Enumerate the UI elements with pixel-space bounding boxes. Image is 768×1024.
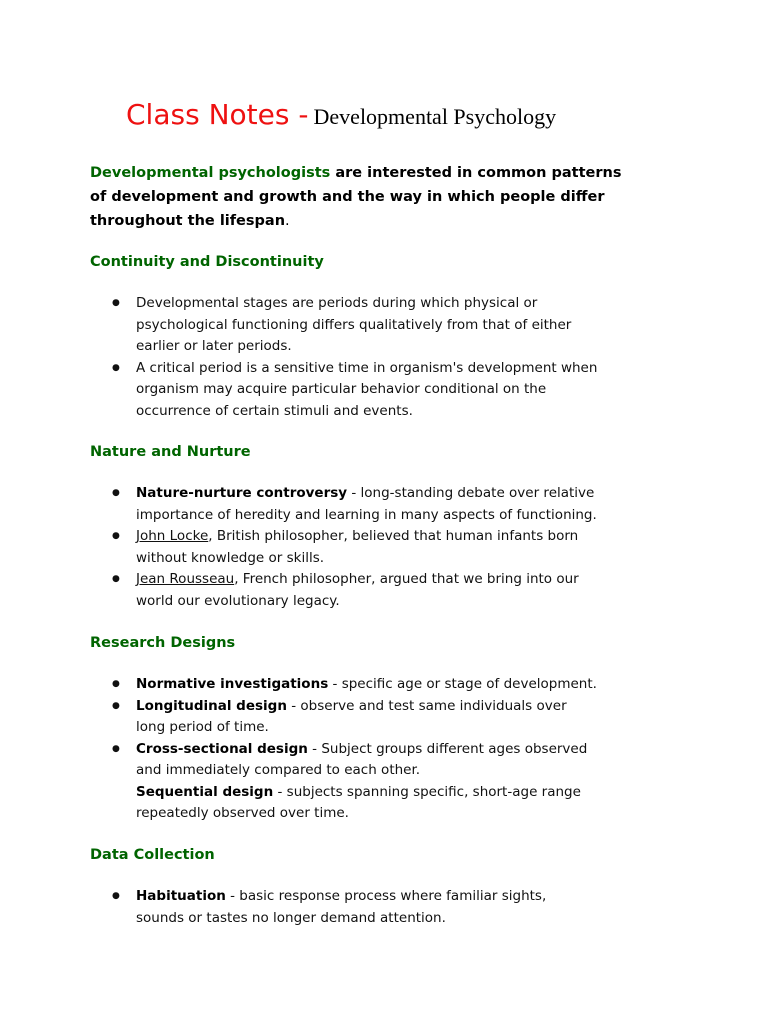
item-text: - Subject groups different ages observed and immediately compared to each other. <box>136 740 588 778</box>
item-text: - long-standing debate over relative importance of heredity and learning in many aspects of functioning. <box>136 485 597 523</box>
item-text: Developmental stages are periods during which physical or psychological functioning differs qualitatively from that of either earlier or later periods. <box>136 295 572 354</box>
jean-rousseau-link[interactable]: Jean Rousseau <box>136 571 235 587</box>
list-item <box>108 293 598 358</box>
section-heading-research: Research Designs <box>90 635 236 651</box>
bullet-icon: ● <box>112 891 120 901</box>
item-text: - basic response process where familiar sights, sounds or tastes no longer demand attention. <box>136 888 547 926</box>
section-heading-continuity: Continuity and Discontinuity <box>90 254 324 270</box>
sub-item-term: Sequential design <box>136 783 274 800</box>
intro-highlight: Developmental psychologists <box>90 165 331 181</box>
bullet-icon: ● <box>112 488 120 498</box>
item-text: , French philosopher, argued that we bring into our world our evolutionary legacy. <box>136 571 579 609</box>
item-term: Normative investigations <box>136 676 329 692</box>
john-locke-link[interactable]: John Locke <box>136 528 209 544</box>
bullet-icon: ● <box>112 574 120 584</box>
intro-paragraph <box>90 161 630 233</box>
sub-item-text: - subjects spanning specific, short-age range repeatedly observed over time. <box>136 783 581 821</box>
intro-text: are interested in common patterns of development and growth and the way in which people differ throughout the <box>90 165 622 229</box>
title-main: Class Notes - <box>126 98 309 131</box>
bullet-icon: ● <box>112 298 120 308</box>
list-item <box>108 696 598 739</box>
page-title <box>126 98 556 131</box>
item-text: A critical period is a sensitive time in organism's development when organism may acquire particular behavior conditional on the occurrence of certain stimuli and events. <box>136 359 598 419</box>
intro-period: . <box>285 213 290 229</box>
item-text: - observe and test same individuals over long period of time. <box>136 697 567 735</box>
item-term: Cross-sectional design <box>136 740 308 757</box>
title-subject: Developmental Psychology <box>313 104 557 129</box>
bullet-icon: ● <box>112 743 120 754</box>
section-list-research <box>108 674 598 825</box>
bullet-icon: ● <box>112 700 120 711</box>
list-item <box>108 886 598 929</box>
list-item <box>108 526 598 569</box>
list-item <box>108 674 598 696</box>
item-term: Nature-nurture controversy <box>136 485 348 501</box>
list-item <box>108 483 598 526</box>
bullet-icon: ● <box>112 679 120 689</box>
section-list-continuity <box>108 293 598 422</box>
intro-end-term: lifespan <box>219 213 286 229</box>
list-item <box>108 569 598 612</box>
sub-item <box>136 782 598 825</box>
item-text: , British philosopher, believed that human infants born without knowledge or skills. <box>136 528 579 566</box>
item-text: - specific age or stage of development. <box>328 676 597 692</box>
bullet-icon: ● <box>112 531 120 541</box>
list-item <box>108 358 598 423</box>
bullet-icon: ● <box>112 362 120 373</box>
item-term: Longitudinal design <box>136 697 287 714</box>
section-list-nature <box>108 483 598 612</box>
section-list-data-collection <box>108 886 598 929</box>
section-heading-nature: Nature and Nurture <box>90 444 251 460</box>
list-item <box>108 739 598 825</box>
section-heading-data-collection: Data Collection <box>90 847 215 863</box>
item-term: Habituation <box>136 888 226 904</box>
